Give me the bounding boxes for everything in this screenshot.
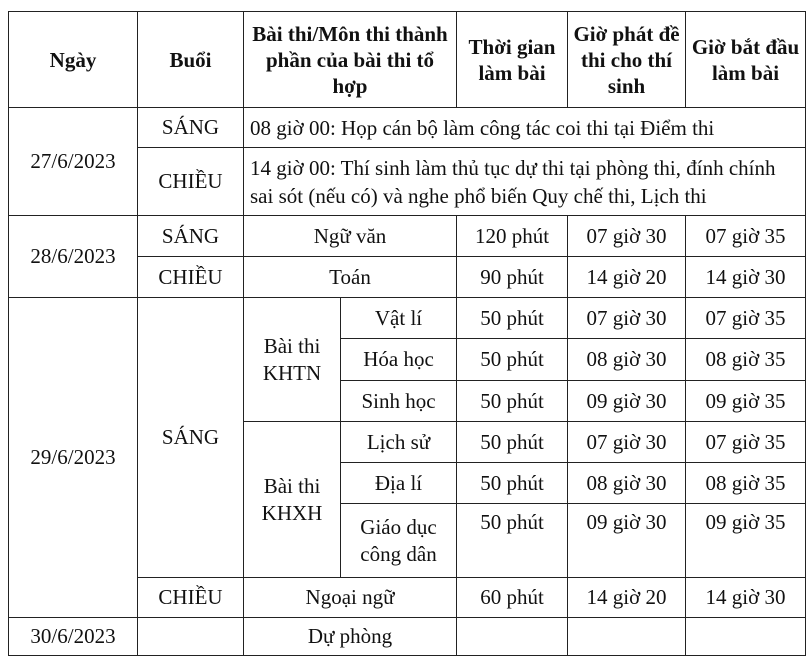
header-ngay: Ngày — [9, 12, 138, 108]
subject-cell: Toán — [244, 257, 457, 298]
distribute-time-cell: 09 giờ 30 — [568, 381, 686, 422]
subject-cell: Địa lí — [341, 463, 457, 504]
subject-cell: Dự phòng — [244, 618, 457, 656]
subject-cell: Vật lí — [341, 298, 457, 339]
date-cell: 28/6/2023 — [9, 216, 138, 298]
date-cell: 27/6/2023 — [9, 108, 138, 216]
distribute-time-cell — [568, 618, 686, 656]
start-time-cell: 09 giờ 35 — [686, 381, 806, 422]
header-buoi: Buổi — [138, 12, 244, 108]
duration-cell: 120 phút — [457, 216, 568, 257]
start-time-cell: 14 giờ 30 — [686, 578, 806, 618]
date-cell: 30/6/2023 — [9, 618, 138, 656]
duration-cell — [457, 618, 568, 656]
session-cell: CHIỀU — [138, 148, 244, 216]
header-bai-thi: Bài thi/Môn thi thành phần của bài thi tổ hợp — [244, 12, 457, 108]
subject-cell: Giáo dục công dân — [341, 504, 457, 578]
start-time-cell: 07 giờ 35 — [686, 216, 806, 257]
session-cell: SÁNG — [138, 216, 244, 257]
distribute-time-cell: 14 giờ 20 — [568, 578, 686, 618]
group-cell-khxh: Bài thi KHXH — [244, 422, 341, 578]
note-cell: 08 giờ 00: Họp cán bộ làm công tác coi thi tại Điểm thi — [244, 108, 806, 148]
distribute-time-cell: 09 giờ 30 — [568, 504, 686, 578]
distribute-time-cell: 07 giờ 30 — [568, 216, 686, 257]
note-cell: 14 giờ 00: Thí sinh làm thủ tục dự thi tại phòng thi, đính chính sai sót (nếu có) và nghe phổ biến Quy chế thi, Lịch thi — [244, 148, 806, 216]
start-time-cell — [686, 618, 806, 656]
distribute-time-cell: 07 giờ 30 — [568, 298, 686, 339]
header-gio-phat-de: Giờ phát đề thi cho thí sinh — [568, 12, 686, 108]
distribute-time-cell: 07 giờ 30 — [568, 422, 686, 463]
distribute-time-cell: 08 giờ 30 — [568, 339, 686, 381]
table-row — [9, 108, 806, 148]
subject-cell: Ngoại ngữ — [244, 578, 457, 618]
header-row — [9, 12, 806, 108]
exam-schedule-table — [8, 11, 806, 656]
duration-cell: 50 phút — [457, 422, 568, 463]
session-cell: CHIỀU — [138, 257, 244, 298]
subject-cell: Ngữ văn — [244, 216, 457, 257]
session-cell: SÁNG — [138, 298, 244, 578]
duration-cell: 50 phút — [457, 504, 568, 578]
group-cell-khtn: Bài thi KHTN — [244, 298, 341, 422]
start-time-cell: 08 giờ 35 — [686, 463, 806, 504]
session-cell: CHIỀU — [138, 578, 244, 618]
session-cell — [138, 618, 244, 656]
duration-cell: 50 phút — [457, 381, 568, 422]
start-time-cell: 09 giờ 35 — [686, 504, 806, 578]
subject-cell: Lịch sử — [341, 422, 457, 463]
header-gio-bat-dau: Giờ bắt đầu làm bài — [686, 12, 806, 108]
distribute-time-cell: 14 giờ 20 — [568, 257, 686, 298]
start-time-cell: 14 giờ 30 — [686, 257, 806, 298]
duration-cell: 50 phút — [457, 339, 568, 381]
start-time-cell: 07 giờ 35 — [686, 298, 806, 339]
header-thoi-gian: Thời gian làm bài — [457, 12, 568, 108]
subject-cell: Hóa học — [341, 339, 457, 381]
table-row — [9, 216, 806, 257]
distribute-time-cell: 08 giờ 30 — [568, 463, 686, 504]
table-row — [9, 618, 806, 656]
session-cell: SÁNG — [138, 108, 244, 148]
duration-cell: 90 phút — [457, 257, 568, 298]
start-time-cell: 07 giờ 35 — [686, 422, 806, 463]
date-cell: 29/6/2023 — [9, 298, 138, 618]
table-row — [9, 298, 806, 339]
duration-cell: 50 phút — [457, 463, 568, 504]
subject-cell: Sinh học — [341, 381, 457, 422]
duration-cell: 50 phút — [457, 298, 568, 339]
duration-cell: 60 phút — [457, 578, 568, 618]
start-time-cell: 08 giờ 35 — [686, 339, 806, 381]
